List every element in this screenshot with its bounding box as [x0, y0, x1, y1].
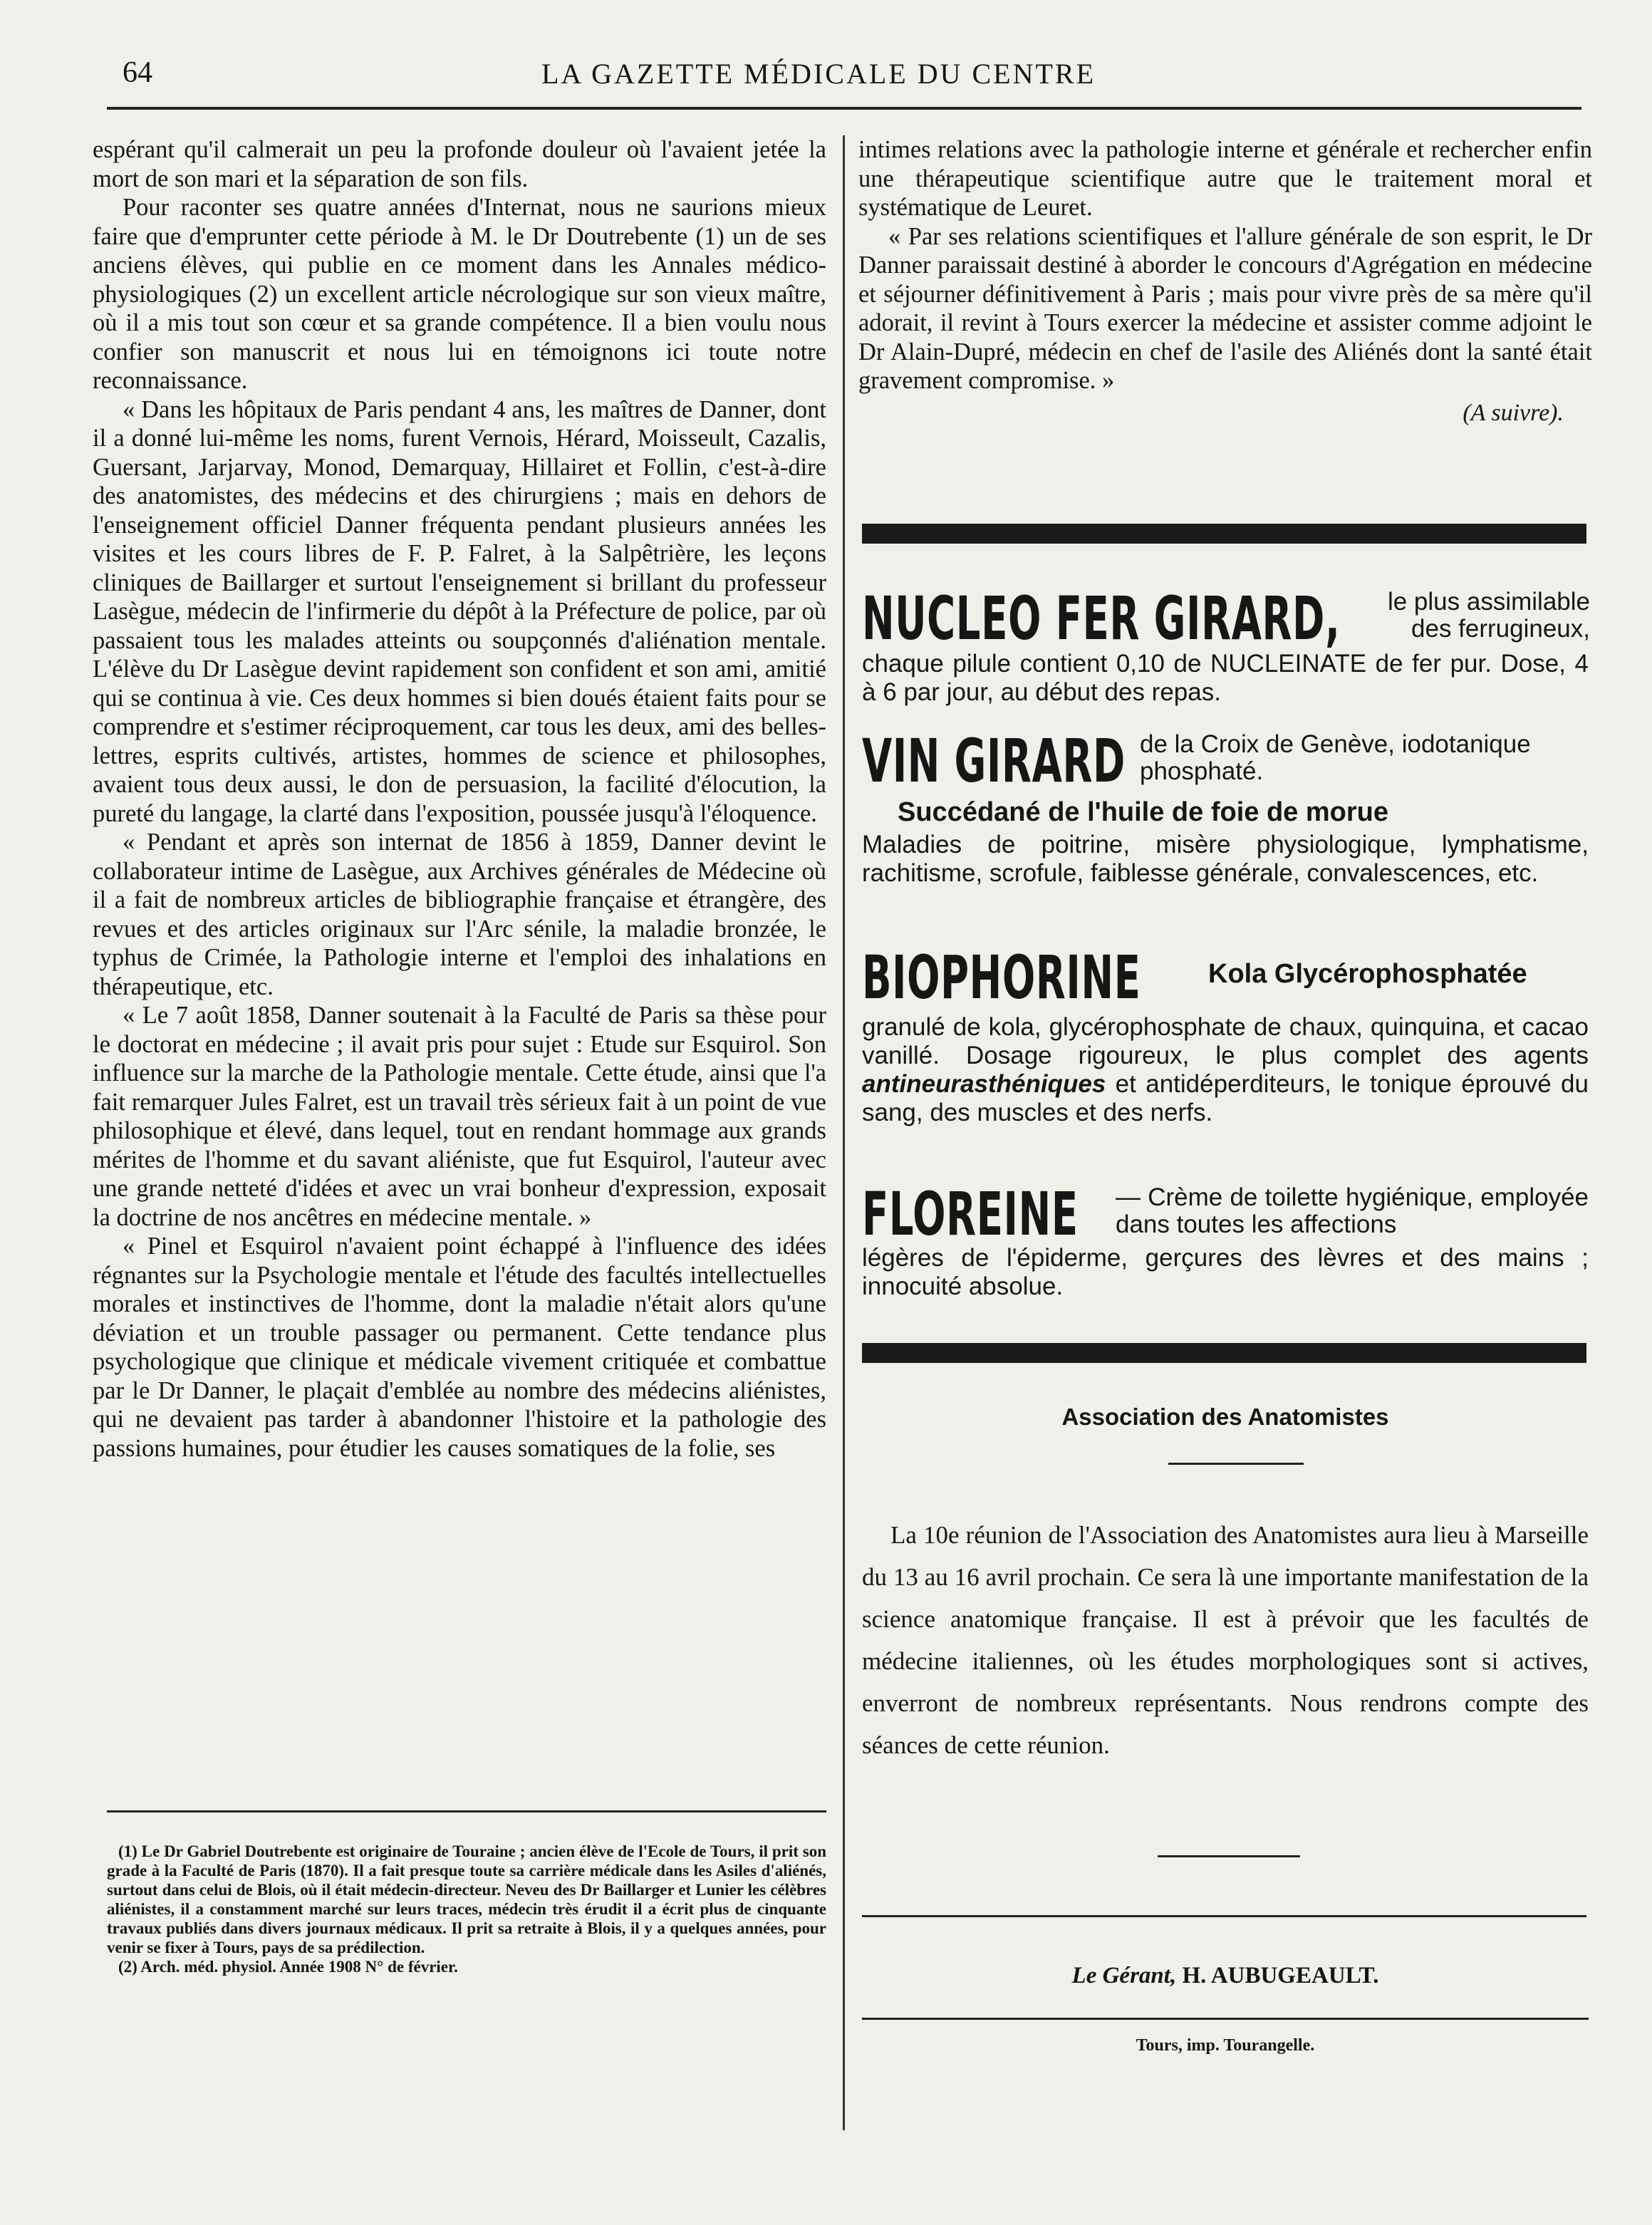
- ad-body-italic: antineurasthéniques: [862, 1070, 1106, 1098]
- article-paragraph: Pour raconter ses quatre années d'Internat, nous ne saurions mieux faire que d'emprunter cette période à M. le Dr Doutrebente (1) un de ses anciens élèves, qui publie en ce moment dans les Annales médico-physiologiques (2) un excellent article nécrologique sur son vieux maître, où il a mis tout son cœur et sa grande compétence. Il a bien voulu nous confier son manuscrit et nous lui en témoignons ici toute notre reconnaissance.: [93, 194, 826, 394]
- ad-side-text: de la Croix de Genève, iodotanique phosphaté.: [1140, 730, 1531, 785]
- footnote: (1) Le Dr Gabriel Doutrebente est originaire de Touraine ; ancien élève de l'Ecole de Tours, il prit son grade à la Faculté de Paris (1870). Il a fait presque toute sa carrière médicale dans les Asiles d'aliénés, surtout dans celui de Blois, où il était médecin-directeur. Neveu des Dr Baillarger et Lunier les célèbres aliénistes, il a constamment marché sur leurs traces, médecin très érudit il a écrit plus de cinquante travaux publiés dans divers journaux médicaux. Il prit sa retraite à Blois, il y a quelques années, pour venir se fixer à Tours, pays de sa prédilection.: [107, 1842, 826, 1956]
- long-rule: [862, 2018, 1589, 2020]
- article-paragraph: « Le 7 août 1858, Danner soutenait à la Faculté de Paris sa thèse pour le doctorat en médecine ; il avait pris pour sujet : Etude sur Esquirol. Son influence sur la marche de la Pathologie mentale. Cette étude, ainsi que l'a fait remarquer Jules Falret, est un travail très sérieux fait à un point de vue philosophique et élevé, dans lequel, tout en rendant hommage aux grands mérites de l'homme et du savant aliéniste, que fut Esquirol, l'auteur avec une grande netteté d'idées et avec un vrai bonheur d'expression, exposait la doctrine de nos ancêtres en médecine mentale. »: [93, 1002, 826, 1231]
- association-body: La 10e réunion de l'Association des Anatomistes aura lieu à Marseille du 13 au 16 avril prochain. Ce sera là une importante manifestation de la science anatomique française. Il est à prévoir que les facultés de médecine italiennes, où les études morphologiques sont si actives, enverront de nombreux représentants. Nous rendrons compte des séances de cette réunion.: [862, 1521, 1589, 1759]
- ad-side-text: Kola Glycérophosphatée: [1208, 959, 1527, 989]
- article-paragraph: « Pinel et Esquirol n'avaient point échappé à l'influence des idées régnantes sur la Psychologie mentale et l'étude des facultés intellectuelles morales et instinctives de l'homme, dont la maladie n'était alors qu'une déviation et un trouble passager ou permanent. Cette tendance plus psychologique que clinique et médicale vivement critiquée et combattue par le Dr Danner, le plaçait d'emblée au nombre des médecins aliénistes, qui ne devaient pas tarder à abandonner l'histoire et la pathologie des passions humaines, pour étudier les causes somatiques de la folie, ses: [93, 1233, 826, 1462]
- footnotes: [107, 1842, 826, 1976]
- signature-label: Le Gérant,: [1071, 1963, 1177, 1988]
- imprint: Tours, imp. Tourangelle.: [1136, 2036, 1315, 2055]
- article-paragraph: espérant qu'il calmerait un peu la profonde douleur où l'avaient jetée la mort de son mari et la séparation de son fils.: [93, 136, 826, 192]
- ad-nucleo-fer-girard: [862, 584, 1590, 707]
- long-rule: [862, 1915, 1586, 1917]
- article-paragraph: « Par ses relations scientifiques et l'allure générale de son esprit, le Dr Danner paraissait destiné à aborder le concours d'Agrégation en médecine et séjourner définitivement à Paris ; mais pour vivre près de sa mère qu'il adorait, il revint à Tours exercer la médecine et assister comme adjoint le Dr Alain-Dupré, médecin en chef de l'asile des Aliénés dont la santé était gravement compromise. »: [858, 222, 1592, 394]
- footnote: (2) Arch. méd. physiol. Année 1908 N° de février.: [118, 1958, 458, 1976]
- ad-brand: BIOPHORINE: [862, 943, 1141, 1012]
- footnote-rule: [107, 1810, 826, 1812]
- ad-body: légères de l'épiderme, gerçures des lèvres et des mains ; innocuité absolue.: [862, 1244, 1589, 1300]
- journal-title: LA GAZETTE MÉDICALE DU CENTRE: [541, 58, 1096, 90]
- ad-brand: NUCLEO FER GIRARD,: [862, 584, 1341, 653]
- ad-body-start: granulé de kola, glycérophosphate de chaux, quinquina, et cacao vanillé. Dosage rigoureux, le plus complet des agents: [862, 1013, 1589, 1069]
- column-separator: [843, 135, 845, 2130]
- article-paragraph: « Pendant et après son internat de 1856 à 1859, Danner devint le collaborateur intime de Lasègue, aux Archives générales de Médecine où il a fait de nombreux articles de bibliographie française et étrangère, des revues et des articles originaux sur l'Arc sénile, la maladie bronzée, le typhus de Crimée, la Pathologie interne et l'emploi des inhalations en thérapeutique, etc.: [93, 829, 826, 1000]
- ad-separator-bar: [862, 524, 1586, 544]
- section-separator-bar: [862, 1343, 1586, 1363]
- ad-floreine: [862, 1179, 1589, 1301]
- title-underline: [1168, 1463, 1304, 1465]
- ad-subtitle: Succédané de l'huile de foie de morue: [898, 797, 1388, 827]
- to-be-continued: (A suivre).: [1463, 399, 1564, 426]
- ad-body-end: et antidéperditeurs, le tonique éprouvé du sang, des muscles et des nerfs.: [862, 1070, 1589, 1126]
- short-rule: [1158, 1855, 1300, 1857]
- ad-body: Maladies de poitrine, misère physiologique, lymphatisme, rachitisme, scrofule, faiblesse générale, convalescences, etc.: [862, 831, 1589, 887]
- left-column: [93, 135, 826, 1463]
- signature: [862, 1963, 1589, 1989]
- ad-vin-girard: [862, 726, 1589, 888]
- article-paragraph: intimes relations avec la pathologie interne et générale et rechercher enfin une thérapeutique scientifique autre que le traitement moral et systématique de Leuret.: [858, 136, 1592, 221]
- page-number: 64: [123, 56, 152, 89]
- right-column: [858, 135, 1592, 427]
- ad-brand: VIN GIRARD: [862, 726, 1126, 796]
- ad-biophorine: [862, 943, 1589, 1127]
- header-rule: [107, 107, 1581, 110]
- ad-body: chaque pilule contient 0,10 de NUCLEINATE de fer pur. Dose, 4 à 6 par jour, au début des repas.: [862, 650, 1589, 706]
- signature-name: H. AUBUGEAULT.: [1182, 1963, 1379, 1988]
- ad-side-text: — Crème de toilette hygiénique, employée dans toutes les affections: [1116, 1183, 1589, 1238]
- ad-side-text: le plus assimilable des ferrugineux,: [1387, 588, 1590, 643]
- association-title: Association des Anatomistes: [1061, 1404, 1389, 1430]
- ad-brand: FLOREINE: [862, 1179, 1079, 1249]
- article-paragraph: « Dans les hôpitaux de Paris pendant 4 ans, les maîtres de Danner, dont il a donné lui-même les noms, furent Vernois, Hérard, Moisseult, Cazalis, Guersant, Jarjarvay, Monod, Demarquay, Hillairet et Follin, c'est-à-dire des anatomistes, des médecins et des chirurgiens ; mais en dehors de l'enseignement officiel Danner fréquenta pendant plusieurs années les visites et les cours libres de F. P. Falret, à la Salpêtrière, les leçons cliniques de Baillarger et surtout l'enseignement si brillant du professeur Lasègue, médecin de l'infirmerie du dépôt à la Préfecture de police, par où passaient tous les malades atteints ou soupçonnés d'aliénation mentale. L'élève du Dr Lasègue devint rapidement son confident et son ami, amitié qui se continua à vie. Ces deux hommes si bien doués étaient faits pour se comprendre et s'estimer réciproquement, car tous les deux, ami des belles-lettres, esprits cultivés, artistes, hommes de science et philosophes, avaient tous deux aussi, le don de persuasion, la facilité d'élocution, la pureté du langage, la clarté dans l'exposition, poussée jusqu'à l'éloquence.: [93, 395, 826, 827]
- ad-body: [862, 1013, 1589, 1127]
